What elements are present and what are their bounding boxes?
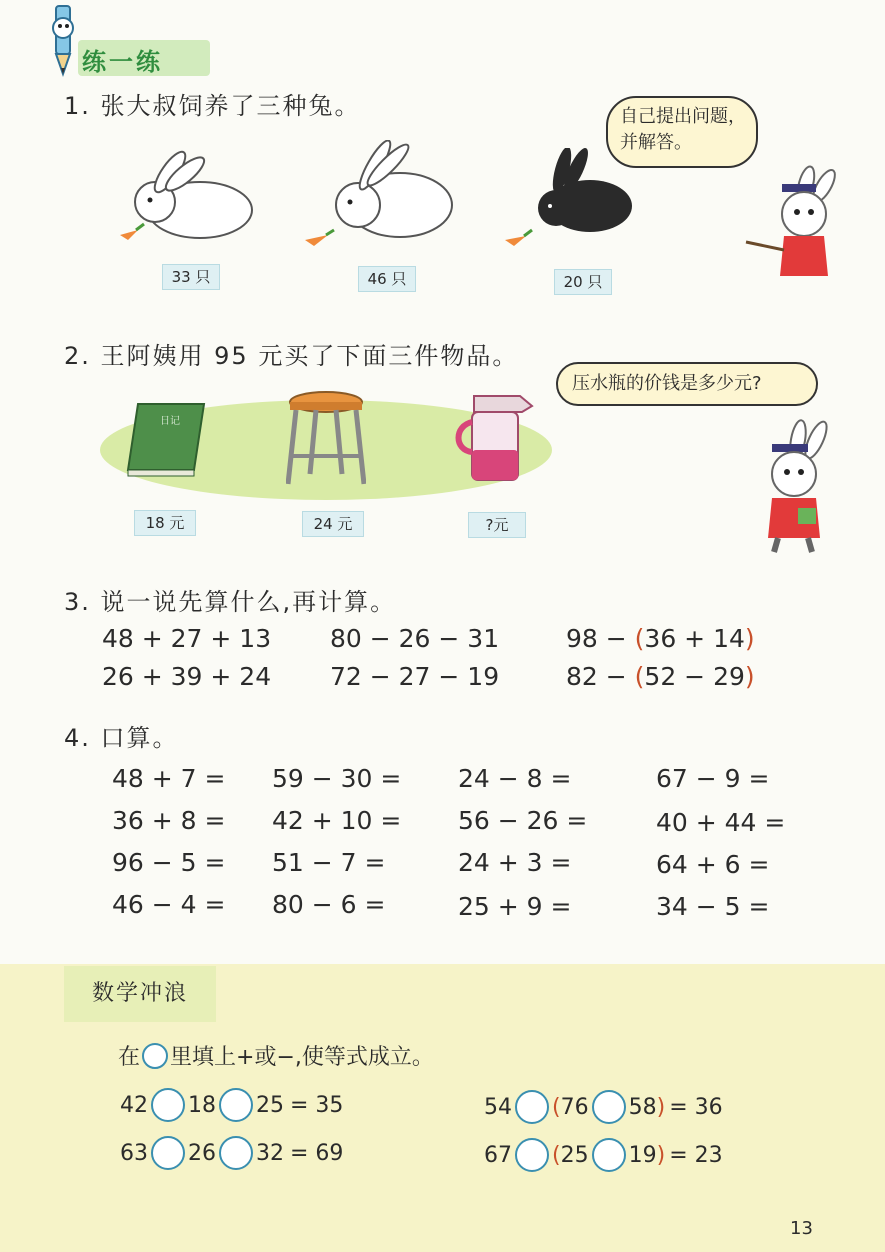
question-3-title: 3. 说一说先算什么,再计算。 (64, 588, 397, 616)
eq-number: 63 (120, 1140, 148, 1166)
eq-equals: = 23 (669, 1142, 723, 1168)
question-2-title: 2. 王阿姨用 95 元买了下面三件物品。 (64, 342, 519, 370)
mental-math-item: 36 + 8 = (112, 806, 226, 835)
eq-number: 58 (628, 1094, 657, 1120)
eq-equals: = 36 (669, 1094, 723, 1120)
rabbit-mascot-icon (742, 418, 842, 558)
eq-result: 32 (256, 1140, 284, 1166)
operator-blank[interactable] (151, 1136, 185, 1170)
question-1-title: 1. 张大叔饲养了三种兔。 (64, 92, 361, 120)
rabbit-white-large-image (300, 140, 460, 250)
q3-expression-paren (566, 662, 755, 691)
mental-math-item: 40 + 44 = (656, 808, 786, 837)
eq-equals: = 69 (290, 1140, 344, 1166)
mental-math-item: 96 − 5 = (112, 848, 226, 877)
q3-expression: 48 + 27 + 13 (102, 624, 272, 653)
mental-math-item: 80 − 6 = (272, 890, 386, 919)
q3-expression: 26 + 39 + 24 (102, 662, 272, 691)
math-surf-tag: 数学冲浪 (64, 966, 216, 1022)
open-paren: ( (634, 624, 645, 653)
item-price-label: 24 元 (302, 511, 364, 537)
mental-math-item: 25 + 9 = (458, 892, 572, 921)
rabbit-count-label: 33 只 (162, 264, 220, 290)
open-paren: ( (634, 662, 645, 691)
page-number: 13 (790, 1218, 813, 1239)
stool-image (286, 388, 366, 488)
eq-number: 26 (188, 1140, 216, 1166)
eq-number: 54 (484, 1094, 512, 1120)
mental-math-item: 42 + 10 = (272, 806, 402, 835)
operator-blank[interactable] (219, 1136, 253, 1170)
mental-math-item: 64 + 6 = (656, 850, 770, 879)
notebook-cover-text: 日记 (160, 416, 180, 427)
eq-number: 19 (628, 1142, 657, 1168)
surf-equation (484, 1138, 723, 1172)
q3-expr-inner: 36 + 14 (644, 624, 745, 653)
close-paren: ) (656, 1094, 666, 1120)
operator-blank[interactable] (592, 1138, 626, 1172)
instr-suffix: 里填上+或−,使等式成立。 (170, 1045, 434, 1070)
instr-prefix: 在 (118, 1045, 141, 1070)
eq-number: 42 (120, 1092, 148, 1118)
q3-expression: 80 − 26 − 31 (330, 624, 500, 653)
mental-math-item: 46 − 4 = (112, 890, 226, 919)
q3-expr-prefix: 98 − (566, 624, 635, 653)
surf-instruction (118, 1040, 434, 1071)
eq-number: 18 (188, 1092, 216, 1118)
mental-math-item: 67 − 9 = (656, 764, 770, 793)
rabbit-count-label: 20 只 (554, 269, 612, 295)
circle-blank-icon (142, 1043, 168, 1069)
badge-title: 练一练 (82, 48, 163, 76)
close-paren: ) (744, 624, 755, 653)
close-paren: ) (744, 662, 755, 691)
operator-blank[interactable] (515, 1138, 549, 1172)
eq-result: 25 (256, 1092, 284, 1118)
q3-expr-prefix: 82 − (566, 662, 635, 691)
eq-equals: = 35 (290, 1092, 344, 1118)
q1-bubble-line-2: 并解答。 (620, 132, 692, 153)
mental-math-item: 24 + 3 = (458, 848, 572, 877)
rabbit-count-label: 46 只 (358, 266, 416, 292)
surf-equation (120, 1136, 343, 1170)
open-paren: ( (552, 1142, 561, 1168)
eq-number: 76 (560, 1094, 589, 1120)
operator-blank[interactable] (151, 1088, 185, 1122)
operator-blank[interactable] (219, 1088, 253, 1122)
mental-math-item: 59 − 30 = (272, 764, 402, 793)
notebook-image (122, 398, 212, 478)
mental-math-item: 24 − 8 = (458, 764, 572, 793)
mental-math-item: 56 − 26 = (458, 806, 588, 835)
q3-expression: 72 − 27 − 19 (330, 662, 500, 691)
operator-blank[interactable] (592, 1090, 626, 1124)
thermos-image (452, 390, 542, 486)
mental-math-item: 34 − 5 = (656, 892, 770, 921)
operator-blank[interactable] (515, 1090, 549, 1124)
q3-expr-inner: 52 − 29 (644, 662, 745, 691)
question-4-title: 4. 口算。 (64, 724, 179, 752)
surf-equation (484, 1090, 723, 1124)
close-paren: ) (656, 1142, 666, 1168)
q1-bubble-line-1: 自己提出问题， (620, 106, 746, 127)
mental-math-item: 51 − 7 = (272, 848, 386, 877)
rabbit-black-image (500, 148, 640, 248)
mental-math-item: 48 + 7 = (112, 764, 226, 793)
rabbit-white-small-image (110, 150, 260, 250)
eq-number: 25 (560, 1142, 589, 1168)
teacher-rabbit-mascot-icon (744, 164, 844, 286)
item-price-label: 18 元 (134, 510, 196, 536)
item-price-label: ?元 (468, 512, 526, 538)
open-paren: ( (552, 1094, 561, 1120)
surf-equation (120, 1088, 343, 1122)
q2-speech-bubble: 压水瓶的价钱是多少元? (556, 362, 818, 406)
eq-number: 67 (484, 1142, 512, 1168)
q3-expression-paren (566, 624, 755, 653)
